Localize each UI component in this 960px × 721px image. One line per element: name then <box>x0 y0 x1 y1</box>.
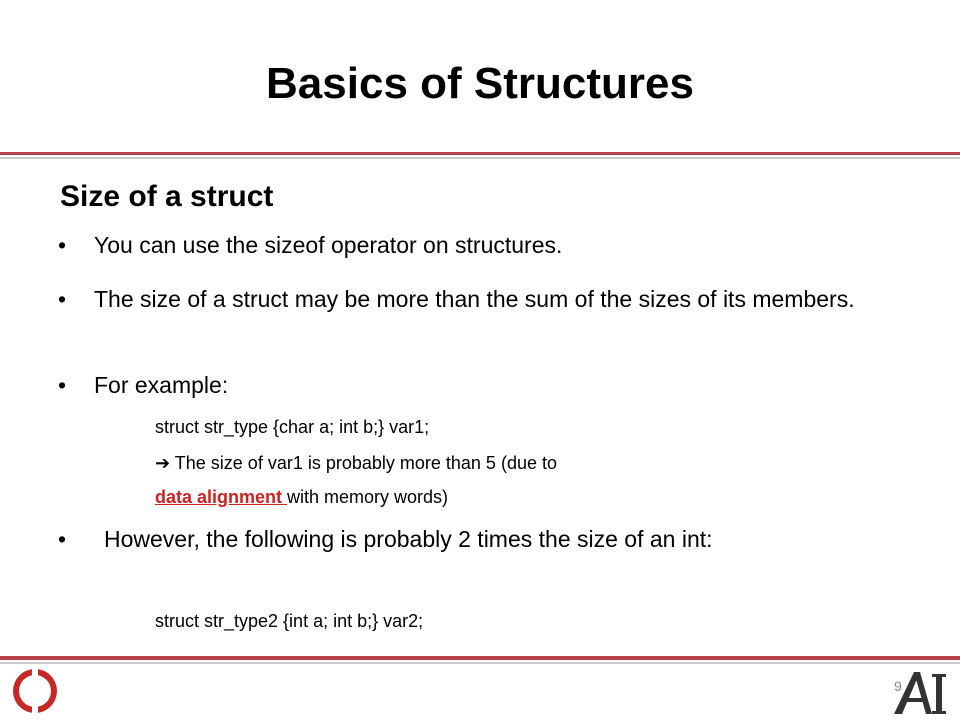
bullet-item <box>58 522 898 557</box>
note-line-2 <box>155 486 448 509</box>
bullet-item <box>58 282 898 317</box>
bullet-dot: • <box>58 286 67 312</box>
section-heading: Size of a struct <box>60 180 274 213</box>
bullet-text: The size of a struct may be more than the sum of the sizes of its members. <box>94 286 855 312</box>
bullet-dot: • <box>58 372 67 398</box>
footer-divider-shadow <box>0 662 960 664</box>
arrow-icon: ➔ <box>155 453 171 473</box>
bullet-text: For example: <box>94 372 229 398</box>
university-logo-icon <box>10 666 60 721</box>
note-text-rest: with memory words) <box>287 487 449 507</box>
page-number: 9 <box>894 678 902 694</box>
slide-title: Basics of Structures <box>266 59 694 108</box>
note-line <box>155 452 557 475</box>
bullet-item <box>58 228 898 263</box>
title-divider <box>0 152 960 155</box>
bullet-item <box>58 368 898 403</box>
code-line-1: struct str_type {char a; int b;} var1; <box>155 417 430 437</box>
bullet-text: However, the following is probably 2 times the size of an int: <box>104 526 713 552</box>
bullet-dot: • <box>58 232 67 258</box>
bullet-text: You can use the sizeof operator on structures. <box>94 232 563 258</box>
note-text: The size of var1 is probably more than 5 (due to <box>174 453 557 473</box>
code-line-2: struct str_type2 {int a; int b;} var2; <box>155 611 424 631</box>
title-divider-shadow <box>0 157 960 159</box>
footer-divider <box>0 656 960 660</box>
bullet-dot: • <box>58 526 67 552</box>
ai-logo-icon <box>890 668 952 721</box>
data-alignment-link[interactable]: data alignment <box>155 487 288 507</box>
